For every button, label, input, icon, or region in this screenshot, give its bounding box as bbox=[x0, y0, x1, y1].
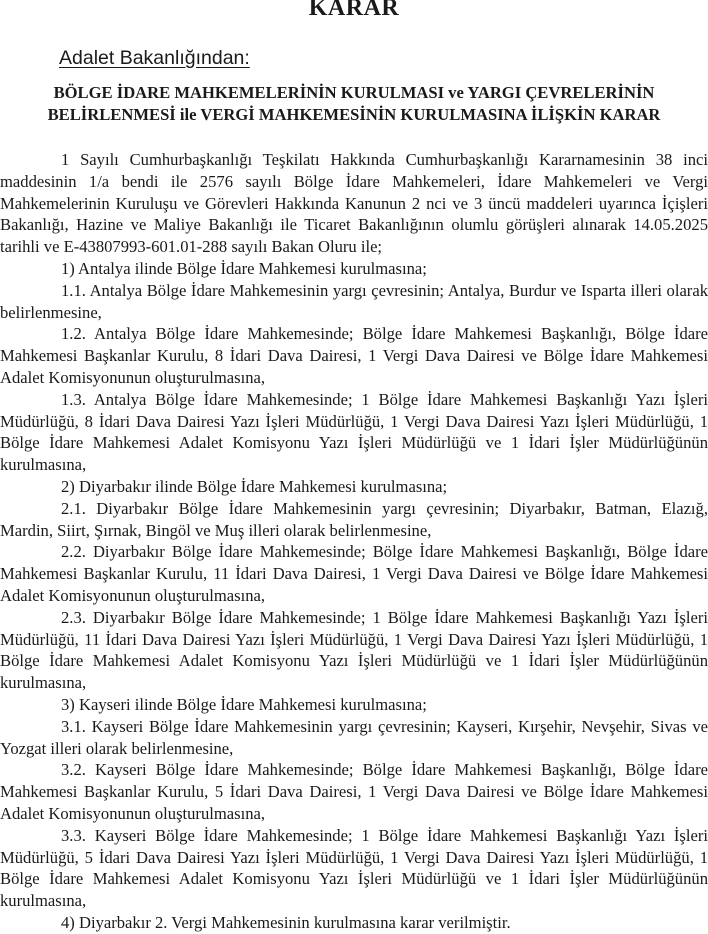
article-4: 4) Diyarbakır 2. Vergi Mahkemesinin kurulmasına karar verilmiştir. bbox=[61, 912, 511, 932]
article-3: 3) Kayseri ilinde Bölge İdare Mahkemesi kurulmasına; bbox=[61, 694, 427, 714]
article-1-3: 1.3. Antalya Bölge İdare Mahkemesinde; 1 Bölge İdare Mahkemesi Başkanlığı Yazı İşleri Müdürlüğü, 8 İdari Dava Dairesi Yazı İşleri Müdürlüğü, 1 Vergi Dava Dairesi Yazı İşleri Müdürlüğü, 1 Bölge İdare Mahkemesi Adalet Komisyonu Yazı İşleri Müdürlüğü ve 1 İdari İşler Müdürlüğünün kurulmasına, bbox=[0, 389, 708, 475]
article-3-1: 3.1. Kayseri Bölge İdare Mahkemesinin yargı çevresinin; Kayseri, Kırşehir, Nevşehir, Sivas ve Yozgat illeri olarak belirlenmesine, bbox=[0, 716, 708, 758]
article-1-1: 1.1. Antalya Bölge İdare Mahkemesinin yargı çevresinin; Antalya, Burdur ve Isparta illeri olarak belirlenmesine, bbox=[0, 280, 708, 322]
decision-title: KARAR bbox=[308, 0, 400, 21]
article-3-3: 3.3. Kayseri Bölge İdare Mahkemesinde; 1 Bölge İdare Mahkemesi Başkanlığı Yazı İşleri Müdürlüğü, 5 İdari Dava Dairesi Yazı İşleri Müdürlüğü, 1 Vergi Dava Dairesi Yazı İşleri Müdürlüğü, 1 Bölge İdare Mahkemesi Adalet Komisyonu Yazı İşleri Müdürlüğü ve 1 İdari İşler Müdürlüğünün kurulmasına, bbox=[0, 825, 708, 911]
article-1-2: 1.2. Antalya Bölge İdare Mahkemesinde; Bölge İdare Mahkemesi Başkanlığı, Bölge İdare Mahkemesi Başkanlar Kurulu, 8 İdari Dava Dairesi, 1 Vergi Dava Dairesi ve Bölge İdare Mahkemesi Adalet Komisyonunun oluşturulmasına, bbox=[0, 324, 708, 387]
decision-heading bbox=[0, 82, 708, 126]
article-2-3: 2.3. Diyarbakır Bölge İdare Mahkemesinde; 1 Bölge İdare Mahkemesi Başkanlığı Yazı İşleri Müdürlüğü, 11 İdari Dava Dairesi Yazı İşleri Müdürlüğü, 1 Vergi Dava Dairesi Yazı İşleri Müdürlüğü, 1 Bölge İdare Mahkemesi Adalet Komisyonu Yazı İşleri Müdürlüğü ve 1 İdari İşler Müdürlüğünün kurulmasına, bbox=[0, 607, 708, 693]
decision-heading-line-1: BÖLGE İDARE MAHKEMELERİNİN KURULMASI ve YARGI ÇEVRELERİNİN bbox=[53, 83, 655, 102]
article-2-1: 2.1. Diyarbakır Bölge İdare Mahkemesinin yargı çevresinin; Diyarbakır, Batman, Elazığ, Mardin, Siirt, Şırnak, Bingöl ve Muş illeri olarak belirlenmesine, bbox=[0, 498, 708, 540]
article-2-2: 2.2. Diyarbakır Bölge İdare Mahkemesinde; Bölge İdare Mahkemesi Başkanlığı, Bölge İdare Mahkemesi Başkanlar Kurulu, 11 İdari Dava Dairesi, 1 Vergi Dava Dairesi ve Bölge İdare Mahkemesi Adalet Komisyonunun oluşturulmasına, bbox=[0, 542, 708, 605]
article-1: 1) Antalya ilinde Bölge İdare Mahkemesi kurulmasına; bbox=[61, 258, 427, 278]
article-2: 2) Diyarbakır ilinde Bölge İdare Mahkemesi kurulmasına; bbox=[61, 476, 448, 496]
issuing-ministry: Adalet Bakanlığından: bbox=[59, 47, 250, 69]
decision-heading-line-2: BELİRLENMESİ ile VERGİ MAHKEMESİNİN KURULMASINA İLİŞKİN KARAR bbox=[47, 105, 661, 124]
preamble-paragraph: 1 Sayılı Cumhurbaşkanlığı Teşkilatı Hakkında Cumhurbaşkanlığı Kararnamesinin 38 inci maddesinin 1/a bendi ile 2576 sayılı Bölge İdare Mahkemeleri, İdare Mahkemeleri ve Vergi Mahkemelerinin Kuruluşu ve Görevleri Hakkında Kanunun 2 nci ve 3 üncü maddeleri uyarınca İçişleri Bakanlığı, Hazine ve Maliye Bakanlığı ile Ticaret Bakanlığının olumlu görüşleri alınarak 14.05.2025 tarihli ve E-43807993-601.01-288 sayılı Bakan Oluru ile; bbox=[0, 150, 708, 257]
article-3-2: 3.2. Kayseri Bölge İdare Mahkemesinde; Bölge İdare Mahkemesi Başkanlığı, Bölge İdare Mahkemesi Başkanlar Kurulu, 5 İdari Dava Dairesi, 1 Vergi Dava Dairesi ve Bölge İdare Mahkemesi Adalet Komisyonunun oluşturulmasına, bbox=[0, 760, 708, 823]
decision-body bbox=[0, 149, 708, 934]
